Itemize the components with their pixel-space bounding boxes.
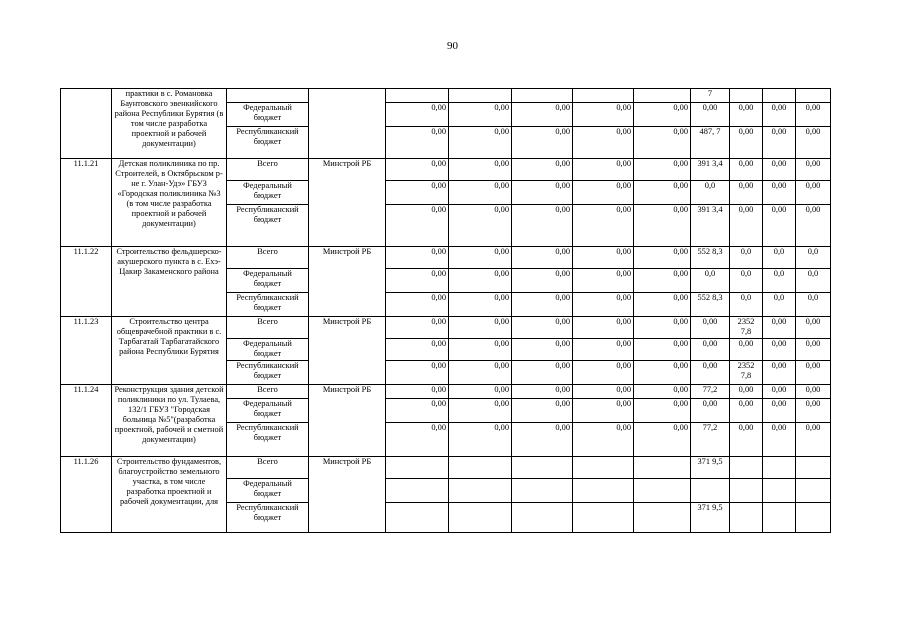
- budget-value: 0,00: [386, 159, 449, 181]
- budget-value: 0,00: [573, 399, 634, 423]
- budget-value: 0,00: [449, 293, 512, 317]
- budget-value: 0,0: [730, 293, 763, 317]
- budget-value: [634, 503, 691, 533]
- budget-value: 0,00: [573, 361, 634, 385]
- budget-value: 0,00: [796, 399, 831, 423]
- table-row: [61, 457, 831, 479]
- budget-value: 0,00: [730, 127, 763, 159]
- budget-value: 0,00: [796, 385, 831, 399]
- budget-value: [573, 479, 634, 503]
- budget-value: 0,00: [386, 317, 449, 339]
- executor: Минстрой РБ: [309, 457, 386, 533]
- budget-value: [796, 457, 831, 479]
- budget-value: 0,0: [796, 247, 831, 269]
- item-number: 11.1.21: [61, 159, 112, 247]
- budget-value: 0,0: [763, 293, 796, 317]
- budget-value: 0,0: [691, 269, 730, 293]
- budget-value: [763, 457, 796, 479]
- budget-value: 0,00: [763, 205, 796, 247]
- budget-value: 0,00: [573, 127, 634, 159]
- budget-value: 0,00: [449, 181, 512, 205]
- budget-value: 0,00: [573, 317, 634, 339]
- budget-value: [730, 89, 763, 103]
- budget-value: 0,00: [573, 247, 634, 269]
- budget-value: [796, 89, 831, 103]
- budget-value: [512, 479, 573, 503]
- funding-source: Федеральный бюджет: [227, 479, 309, 503]
- budget-value: 0,00: [691, 361, 730, 385]
- budget-value: [573, 503, 634, 533]
- funding-source: Федеральный бюджет: [227, 269, 309, 293]
- budget-value: 0,00: [573, 269, 634, 293]
- budget-value: 0,00: [763, 127, 796, 159]
- budget-value: 0,00: [796, 127, 831, 159]
- budget-value: 0,00: [449, 205, 512, 247]
- budget-value: 0,00: [691, 317, 730, 339]
- funding-source: Республиканский бюджет: [227, 293, 309, 317]
- budget-value: 0,00: [449, 399, 512, 423]
- funding-source: Республиканский бюджет: [227, 361, 309, 385]
- budget-value: 0,00: [796, 103, 831, 127]
- budget-value: 0,00: [634, 361, 691, 385]
- budget-value: 0,00: [512, 181, 573, 205]
- budget-value: [512, 457, 573, 479]
- budget-value: [730, 479, 763, 503]
- budget-value: [634, 479, 691, 503]
- budget-value: 0,00: [449, 317, 512, 339]
- budget-value: 0,00: [512, 293, 573, 317]
- budget-value: 0,00: [634, 423, 691, 457]
- budget-value: [730, 457, 763, 479]
- budget-value: 0,00: [634, 103, 691, 127]
- budget-value: 0,0: [691, 181, 730, 205]
- item-description-text: Строительство фундаментов, благоустройство земельного участка, в том числе разработка проектной и рабочей документации, для: [116, 457, 222, 507]
- executor: Минстрой РБ: [309, 317, 386, 385]
- budget-value: 0,00: [730, 423, 763, 457]
- budget-value: 0,00: [730, 181, 763, 205]
- funding-source: Всего: [227, 247, 309, 269]
- funding-source: Всего: [227, 457, 309, 479]
- budget-value: 371 9,5: [691, 503, 730, 533]
- budget-value: 0,00: [796, 339, 831, 361]
- page-number: 90: [447, 40, 458, 52]
- budget-value: [763, 479, 796, 503]
- budget-value: 0,00: [796, 159, 831, 181]
- budget-value: 0,00: [796, 361, 831, 385]
- budget-value: [386, 503, 449, 533]
- budget-value: [730, 503, 763, 533]
- budget-value: 0,00: [763, 361, 796, 385]
- budget-value: 77,2: [691, 423, 730, 457]
- funding-source: Всего: [227, 159, 309, 181]
- budget-value: 0,00: [796, 181, 831, 205]
- budget-value: 0,00: [691, 339, 730, 361]
- budget-value: [386, 479, 449, 503]
- budget-value: 0,00: [449, 103, 512, 127]
- funding-source: [227, 89, 309, 103]
- budget-value: 0,00: [573, 159, 634, 181]
- budget-value: 0,00: [512, 361, 573, 385]
- funding-source: Федеральный бюджет: [227, 399, 309, 423]
- budget-value: [512, 503, 573, 533]
- item-description-continued: практики в с. Романовка: [125, 89, 213, 98]
- item-number: 11.1.22: [61, 247, 112, 317]
- budget-value: 0,0: [730, 269, 763, 293]
- budget-value: 0,00: [449, 127, 512, 159]
- item-description: [112, 457, 227, 533]
- budget-value: 0,00: [634, 127, 691, 159]
- budget-value: 0,00: [449, 269, 512, 293]
- budget-value: 0,00: [449, 339, 512, 361]
- budget-value: 391 3,4: [691, 205, 730, 247]
- budget-value: 0,00: [386, 103, 449, 127]
- budget-value: 0,00: [730, 159, 763, 181]
- item-number: 11.1.24: [61, 385, 112, 457]
- budget-value: 0,00: [691, 103, 730, 127]
- budget-value: 0,00: [573, 293, 634, 317]
- budget-value: 0,0: [763, 269, 796, 293]
- item-number: 11.1.26: [61, 457, 112, 533]
- funding-source: Всего: [227, 385, 309, 399]
- budget-value: 0,00: [730, 339, 763, 361]
- table-row: [61, 317, 831, 339]
- executor: Минстрой РБ: [309, 159, 386, 247]
- budget-value: 77,2: [691, 385, 730, 399]
- budget-value: 0,00: [512, 317, 573, 339]
- budget-value: 0,00: [512, 339, 573, 361]
- table-row: [61, 385, 831, 399]
- budget-value: 0,00: [573, 181, 634, 205]
- budget-value: [796, 479, 831, 503]
- budget-value: 0,00: [512, 247, 573, 269]
- budget-value: 0,00: [634, 247, 691, 269]
- budget-value: 0,00: [512, 269, 573, 293]
- budget-value: 0,00: [796, 423, 831, 457]
- budget-value: 0,00: [386, 181, 449, 205]
- item-description-text: Строительство центра общеврачебной практики в с. Тарбагатай Тарбагатайского района Республики Бурятия: [116, 317, 222, 357]
- budget-value: 0,00: [634, 269, 691, 293]
- budget-value: 0,00: [796, 205, 831, 247]
- budget-value: 0,00: [386, 399, 449, 423]
- item-number: 11.1.23: [61, 317, 112, 385]
- budget-value: 0,00: [512, 159, 573, 181]
- executor: Минстрой РБ: [309, 247, 386, 317]
- table-row: [61, 89, 831, 103]
- budget-value: [386, 89, 449, 103]
- funding-source: Федеральный бюджет: [227, 181, 309, 205]
- item-description: [112, 247, 227, 317]
- budget-value: 0,00: [573, 385, 634, 399]
- budget-value: 552 8,3: [691, 293, 730, 317]
- budget-value: 0,00: [763, 399, 796, 423]
- budget-value: 0,00: [386, 269, 449, 293]
- budget-value: [573, 89, 634, 103]
- budget-value: [796, 503, 831, 533]
- budget-value: 0,00: [512, 127, 573, 159]
- budget-value: 0,00: [763, 385, 796, 399]
- budget-value: [386, 457, 449, 479]
- budget-value: 0,0: [730, 247, 763, 269]
- item-description-text: Баунтовского эвенкийского района Республики Бурятия (в том числе разработка проектной и рабочей документации): [114, 99, 224, 149]
- item-description: [112, 385, 227, 457]
- funding-source: Федеральный бюджет: [227, 339, 309, 361]
- budget-value: 0,00: [730, 103, 763, 127]
- budget-value: 0,00: [386, 361, 449, 385]
- budget-value: 371 9,5: [691, 457, 730, 479]
- budget-value: 0,00: [386, 247, 449, 269]
- funding-source: Республиканский бюджет: [227, 127, 309, 159]
- budget-value: 0,00: [386, 205, 449, 247]
- budget-value: 2352 7,8: [730, 361, 763, 385]
- budget-value: 0,00: [634, 181, 691, 205]
- budget-value: 0,00: [386, 385, 449, 399]
- budget-value: 0,00: [449, 361, 512, 385]
- budget-value: [763, 503, 796, 533]
- budget-value: 0,00: [730, 385, 763, 399]
- budget-value: [449, 479, 512, 503]
- budget-value: 0,00: [512, 103, 573, 127]
- budget-value: 0,00: [763, 181, 796, 205]
- executor: [309, 89, 386, 159]
- budget-value: 0,00: [449, 385, 512, 399]
- budget-value: 0,00: [730, 399, 763, 423]
- budget-value: 0,00: [386, 423, 449, 457]
- budget-value: [634, 457, 691, 479]
- funding-source: Республиканский бюджет: [227, 503, 309, 533]
- budget-value: 0,00: [634, 205, 691, 247]
- budget-value: 0,00: [386, 339, 449, 361]
- budget-value: 0,00: [512, 205, 573, 247]
- budget-value: 0,00: [573, 339, 634, 361]
- budget-value: 391 3,4: [691, 159, 730, 181]
- budget-value: 0,00: [386, 293, 449, 317]
- budget-value: [573, 457, 634, 479]
- budget-value: 0,00: [796, 317, 831, 339]
- budget-value: 0,00: [386, 127, 449, 159]
- budget-value: 0,00: [449, 159, 512, 181]
- funding-source: Республиканский бюджет: [227, 423, 309, 457]
- budget-value: 0,00: [634, 317, 691, 339]
- budget-value: 2352 7,8: [730, 317, 763, 339]
- budget-value: 0,00: [634, 385, 691, 399]
- budget-value: 0,00: [512, 399, 573, 423]
- table-row: [61, 159, 831, 181]
- budget-value: 0,00: [691, 399, 730, 423]
- item-description-text: Строительство фельдшерско-акушерского пункта в с. Ехэ-Цакир Закаменского района: [116, 247, 222, 277]
- budget-value: 0,0: [796, 269, 831, 293]
- budget-value: 0,00: [763, 317, 796, 339]
- budget-value: 0,0: [796, 293, 831, 317]
- budget-value: 0,00: [634, 293, 691, 317]
- item-description-text: Детская поликлиника по пр. Строителей, в Октябрьском р-не г. Улан-Удэ» ГБУЗ «Городская поликлиника №3 (в том числе разработка проектной и рабочей документации): [115, 159, 223, 229]
- executor: Минстрой РБ: [309, 385, 386, 457]
- budget-value: 0,00: [573, 205, 634, 247]
- funding-source: Всего: [227, 317, 309, 339]
- budget-value: 0,00: [763, 159, 796, 181]
- budget-value: [512, 89, 573, 103]
- budget-value: 0,00: [634, 339, 691, 361]
- budget-value: 0,00: [573, 423, 634, 457]
- budget-value: [449, 503, 512, 533]
- budget-value: [449, 457, 512, 479]
- item-description: [112, 159, 227, 247]
- budget-value: [449, 89, 512, 103]
- funding-source: Республиканский бюджет: [227, 205, 309, 247]
- budget-value: 0,00: [763, 339, 796, 361]
- budget-value: 0,00: [634, 159, 691, 181]
- budget-value: 0,00: [449, 247, 512, 269]
- item-description-text: Реконструкция здания детской поликлиники по ул. Тулаева, 132/1 ГБУЗ "Городская больница №5"(разработка проектной, рабочей и сметной документации): [114, 385, 224, 445]
- budget-value: 552 8,3: [691, 247, 730, 269]
- budget-value: 0,00: [449, 423, 512, 457]
- funding-source: Федеральный бюджет: [227, 103, 309, 127]
- table-row: [61, 247, 831, 269]
- budget-value: 0,0: [763, 247, 796, 269]
- budget-value: [763, 89, 796, 103]
- budget-value: 487, 7: [691, 127, 730, 159]
- budget-value: 0,00: [512, 385, 573, 399]
- budget-value: 0,00: [634, 399, 691, 423]
- item-description: [112, 89, 227, 159]
- budget-value: [634, 89, 691, 103]
- budget-value: 0,00: [512, 423, 573, 457]
- budget-value: 0,00: [763, 103, 796, 127]
- budget-value: [691, 479, 730, 503]
- budget-value: 0,00: [763, 423, 796, 457]
- budget-table: [60, 88, 831, 533]
- budget-value: 7: [691, 89, 730, 103]
- item-number: [61, 89, 112, 159]
- item-description: [112, 317, 227, 385]
- budget-value: 0,00: [730, 205, 763, 247]
- budget-value: 0,00: [573, 103, 634, 127]
